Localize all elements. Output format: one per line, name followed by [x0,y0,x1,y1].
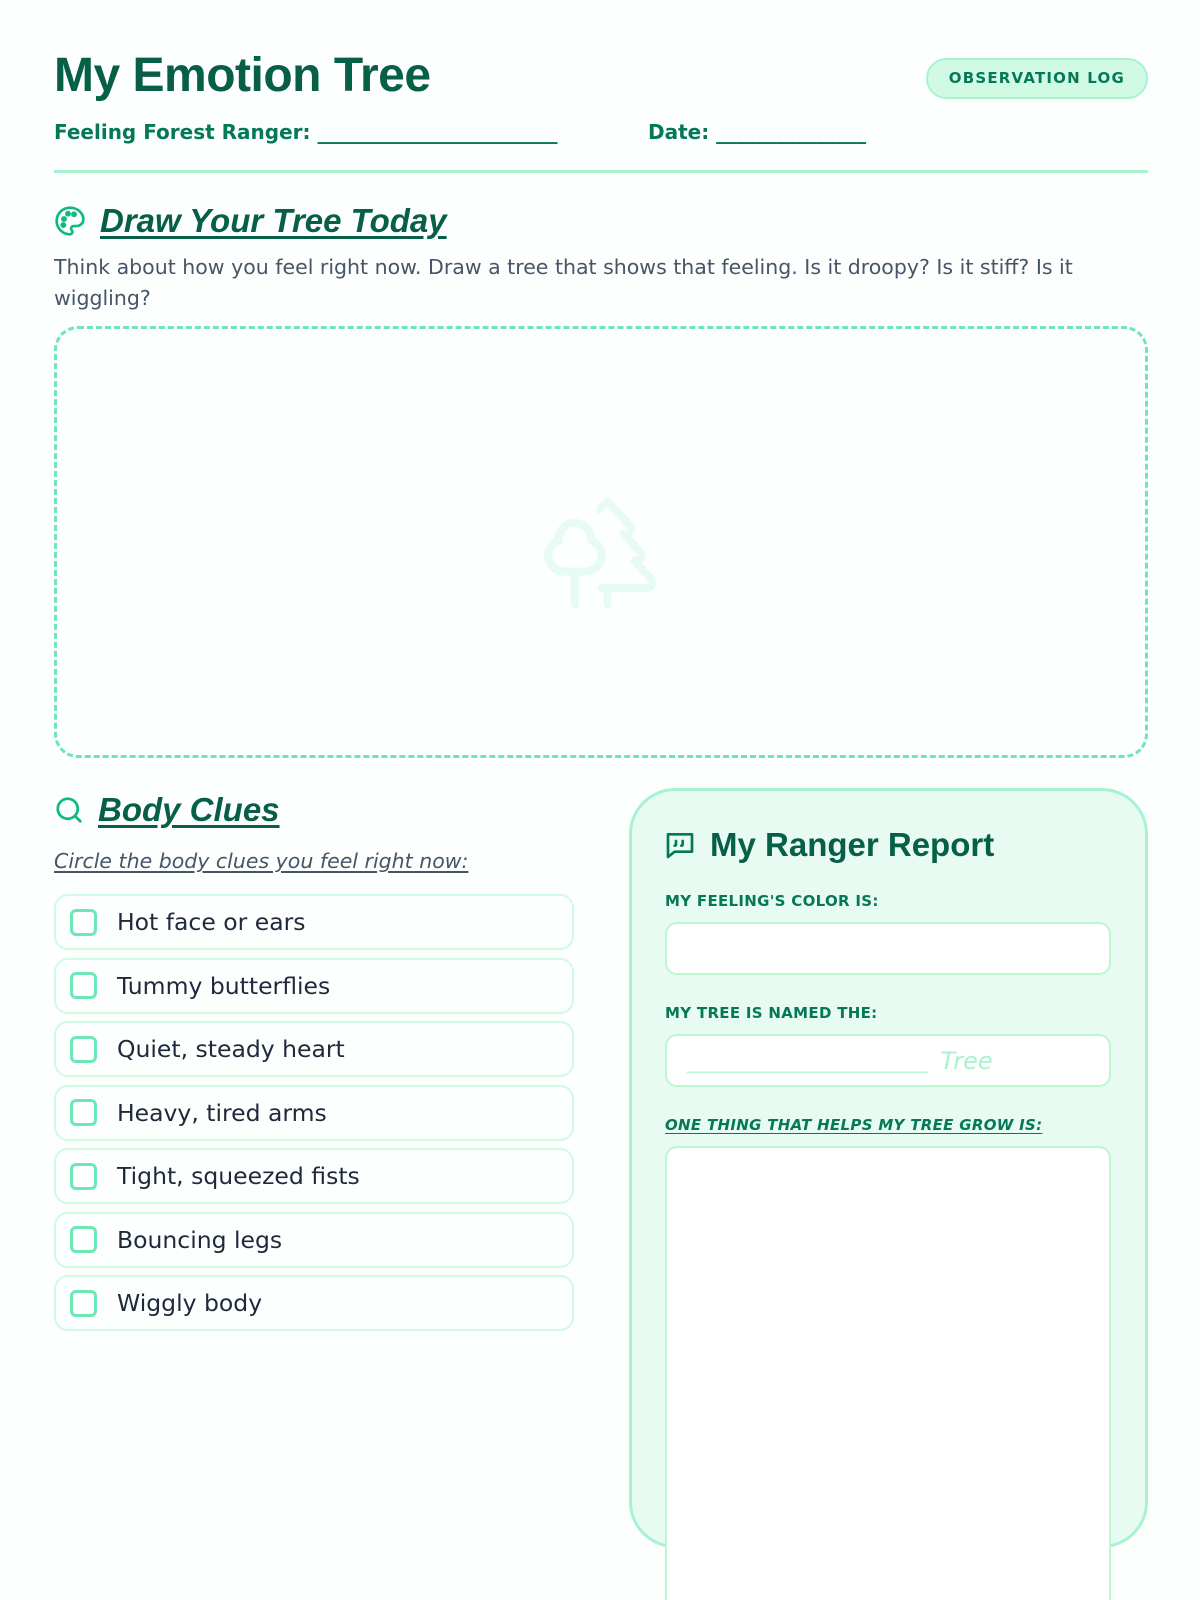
feeling-color-label: MY FEELING'S COLOR IS: [665,892,879,910]
quote-message-icon [664,829,696,861]
grow-helper-label: ONE THING THAT HELPS MY TREE GROW IS: [665,1116,1043,1134]
body-clue-item[interactable] [54,1085,574,1141]
header-divider [54,170,1148,173]
body-clue-item[interactable] [54,1212,574,1268]
tree-name-field[interactable] [665,1034,1111,1087]
date-line[interactable]: Date: _______________ [648,120,867,144]
page-title: My Emotion Tree [54,49,431,102]
body-clue-item[interactable] [54,1275,574,1331]
ranger-report-title: My Ranger Report [710,826,995,863]
drawing-area[interactable] [54,326,1148,758]
checkbox[interactable] [70,1099,97,1126]
body-clues-instruction: Circle the body clues you feel right now: [54,849,469,873]
draw-section-title: Draw Your Tree Today [100,202,447,239]
body-clue-label: Heavy, tired arms [117,1098,327,1127]
body-clue-label: Hot face or ears [117,908,306,936]
ranger-name-line[interactable]: Feeling Forest Ranger: ________________________ [54,120,558,144]
body-clue-label: Wiggly body [117,1289,263,1317]
tree-name-blank: _______________________ [687,1048,929,1073]
body-clues-title: Body Clues [98,791,280,828]
body-clue-item[interactable] [54,1021,574,1077]
body-clues-heading [54,791,280,829]
checkbox[interactable] [70,972,97,999]
checkbox[interactable] [70,1290,97,1317]
search-icon [54,795,84,825]
palette-icon [54,205,86,237]
body-clue-label: Bouncing legs [117,1225,283,1254]
tree-name-label: MY TREE IS NAMED THE: [665,1004,878,1022]
body-clue-label: Tight, squeezed fists [117,1162,360,1190]
trees-watermark-icon [537,485,667,615]
ranger-report-heading [664,826,994,864]
tree-name-suffix: Tree [940,1046,993,1075]
observation-log-badge: OBSERVATION LOG [926,58,1148,99]
checkbox[interactable] [70,1163,97,1190]
checkbox[interactable] [70,909,97,936]
body-clue-label: Tummy butterflies [117,971,331,1000]
draw-section-heading [54,202,447,240]
feeling-color-field[interactable] [665,922,1111,975]
checkbox[interactable] [70,1036,97,1063]
body-clue-item[interactable] [54,958,574,1014]
draw-section-description: Think about how you feel right now. Draw a tree that shows that feeling. Is it droopy? Is it stiff? Is it wiggling? [54,255,1073,310]
body-clue-label: Quiet, steady heart [117,1035,345,1063]
checkbox[interactable] [70,1226,97,1253]
body-clue-item[interactable] [54,1148,574,1204]
body-clue-item[interactable] [54,894,574,950]
grow-helper-field[interactable] [665,1146,1111,1600]
body-clues-list [54,894,574,1339]
